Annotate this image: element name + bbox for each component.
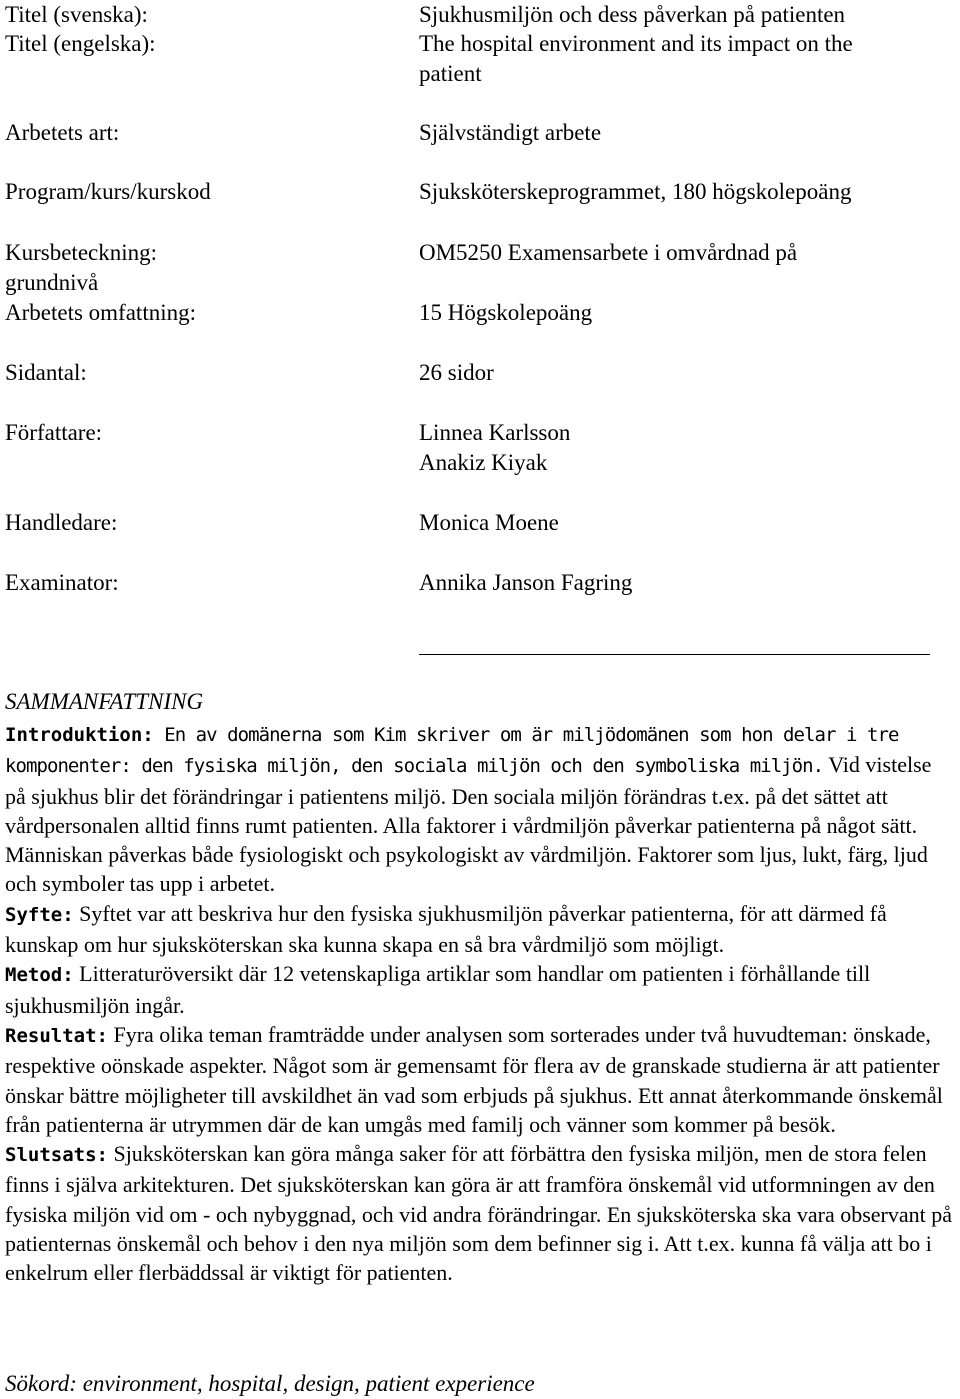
abstract-method: [5, 959, 955, 1020]
abstract-heading: SAMMANFATTNING: [5, 689, 204, 714]
scope: 15 Högskolepoäng: [419, 300, 593, 325]
author-2: Anakiz Kiyak: [419, 450, 548, 475]
method-label: Metod:: [5, 964, 74, 987]
method-text: Litteraturöversikt där 12 vetenskapliga artiklar som handlar om patienten i förhållande till sjukhusmiljön ingår.: [5, 961, 871, 1018]
supervisor-label: Handledare:: [5, 510, 118, 535]
title-sv-label: Titel (svenska):: [5, 2, 148, 27]
conclusion-label: Slutsats:: [5, 1144, 108, 1167]
result-text: Fyra olika teman framträdde under analysen som sorterades under två huvudteman: önskade, respektive oönskade aspekter. Något som är gemensamt för flera av de granskade studierna är att patienter önskar bättre möjligheter till avskildhet än vad som erbjuds på sjukhus. Ett annat återkommande önskemål från patienterna är utrymmen där de kan umgås med familj och vänner som kommer på besök.: [5, 1021, 943, 1137]
abstract-body: [5, 719, 955, 1288]
work-type: Självständigt arbete: [419, 120, 602, 145]
intro-label: Introduktion:: [5, 724, 154, 746]
intro-text-1: En av domänerna som Kim skriver om är miljödomänen som hon delar i tre komponenter: den fysiska miljön, den sociala miljön och den symboliska miljön.: [5, 724, 899, 778]
conclusion-text: Sjuksköterskan kan göra många saker för att förbättra den fysiska miljön, men de stora felen finns i själva arkitekturen. Det sjuksköterskan kan göra är att framföra önskemål vid utformningen av den fysiska miljön vid om - och nybyggnad, och vid andra förändringar. En sjuksköterska ska vara observant på patienternas önskemål och behov i den nya miljön som dem befinner sig i. Att t.ex. kunna få välja att bo i enkelrum eller flerbäddssal är viktigt för patienten.: [5, 1141, 952, 1286]
title-en-line2: patient: [419, 61, 482, 86]
type-label: Arbetets art:: [5, 120, 120, 145]
course-label-line1: Kursbeteckning:: [5, 240, 158, 265]
author-1: Linnea Karlsson: [419, 420, 571, 445]
title-en-label: Titel (engelska):: [5, 31, 156, 56]
page-count: 26 sidor: [419, 360, 494, 385]
abstract-conclusion: [5, 1139, 955, 1287]
title-sv: Sjukhusmiljön och dess påverkan på patienten: [419, 2, 846, 27]
abstract-aim: [5, 899, 955, 960]
divider-line: [419, 654, 930, 655]
examiner: Annika Janson Fagring: [419, 570, 633, 595]
aim-text: Syftet var att beskriva hur den fysiska sjukhusmiljön påverkar patienterna, för att därmed få kunskap om hur sjuksköterskan ska kunna skapa en så bra vårdmiljö som möjligt.: [5, 900, 887, 958]
authors-label: Författare:: [5, 420, 103, 445]
aim-label: Syfte:: [5, 903, 74, 926]
course: OM5250 Examensarbete i omvårdnad på: [419, 240, 798, 265]
intro-text-2: Vid vistelse på sjukhus blir det förändringar i patientens miljö. Den sociala miljön förändras t.ex. på det sättet att vårdpersonalen alltid finns rumt patienten. Alla faktorer i vårdmiljön påverkar patienterna på något sätt. Människan påverkas både fysiologiskt och psykologiskt av vårdmiljön. Faktorer som ljus, lukt, färg, ljud och symboler tas upp i arbetet.: [5, 752, 932, 897]
abstract-result: [5, 1020, 955, 1139]
pages-label: Sidantal:: [5, 360, 87, 385]
abstract-introduction: [5, 719, 955, 899]
examiner-label: Examinator:: [5, 570, 119, 595]
scope-label: Arbetets omfattning:: [5, 300, 196, 325]
keywords: Sökord: environment, hospital, design, patient experience: [5, 1371, 535, 1396]
result-label: Resultat:: [5, 1024, 108, 1047]
supervisor: Monica Moene: [419, 510, 559, 535]
program: Sjuksköterskeprogrammet, 180 högskolepoäng: [419, 179, 852, 204]
title-en-line1: The hospital environment and its impact on the: [419, 31, 853, 56]
course-label-line2: grundnivå: [5, 270, 99, 295]
program-label: Program/kurs/kurskod: [5, 179, 211, 204]
